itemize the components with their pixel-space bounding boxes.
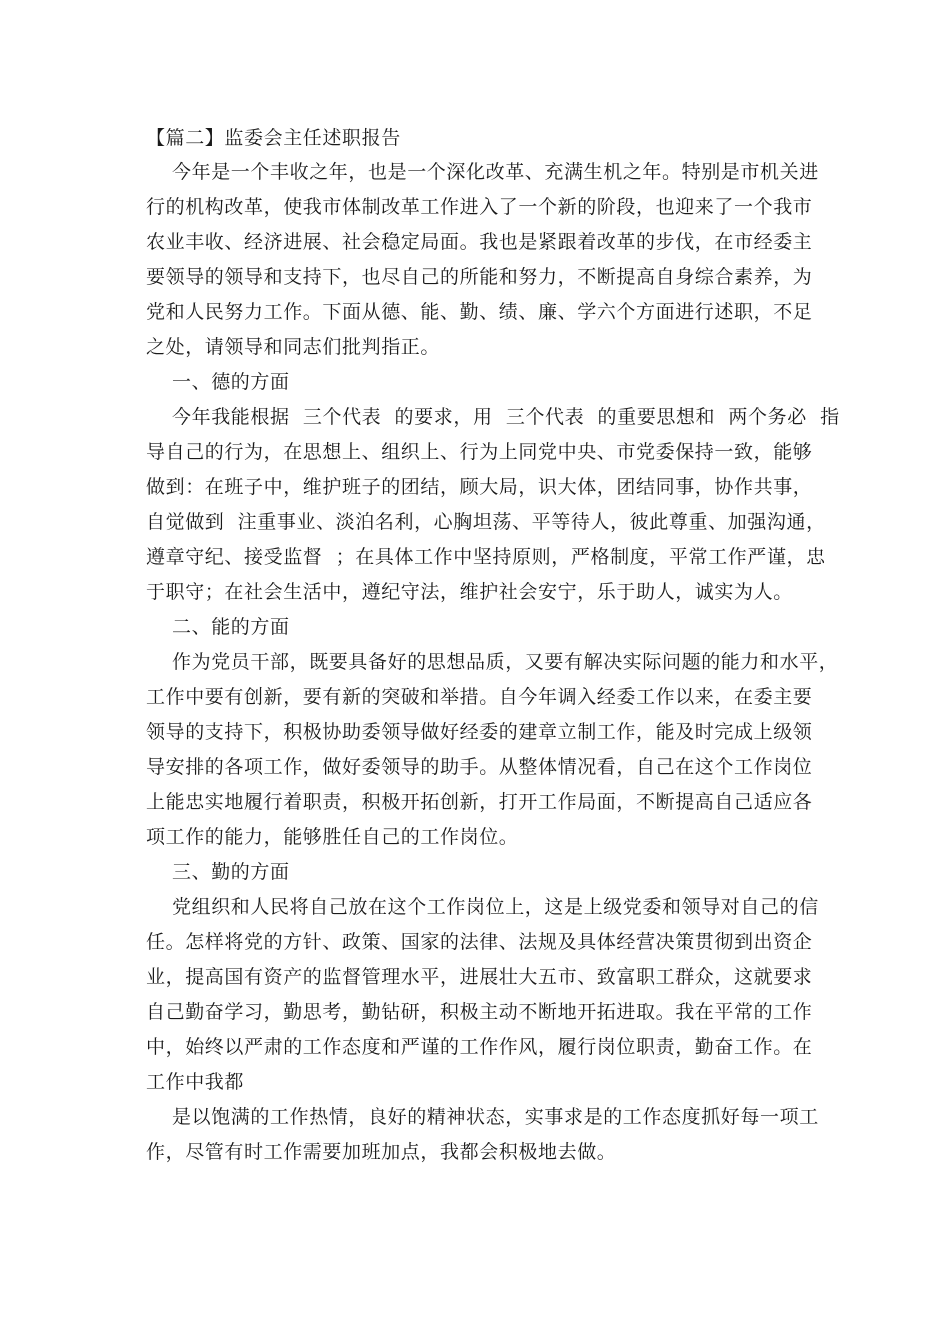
section-heading: 二、能的方面 — [172, 616, 290, 638]
document-title: 【篇二】监委会主任述职报告 — [146, 127, 401, 149]
paragraph-line: 项工作的能力，能够胜任自己的工作岗位。 — [146, 826, 519, 848]
paragraph-line: 党组织和人民将自己放在这个工作岗位上，这是上级党委和领导对自己的信 — [172, 896, 819, 918]
paragraph-line: 导自己的行为，在思想上、组织上、行为上同党中央、市党委保持一致，能够 — [146, 441, 813, 463]
section-heading: 三、勤的方面 — [172, 861, 290, 883]
paragraph-line: 自己勤奋学习，勤思考，勤钻研，积极主动不断地开拓进取。我在平常的工作 — [146, 1001, 813, 1023]
paragraph-line: 于职守；在社会生活中，遵纪守法，维护社会安宁，乐于助人，诚实为人。 — [146, 581, 793, 603]
paragraph-line: 自觉做到 注重事业、淡泊名利，心胸坦荡、平等待人，彼此尊重、加强沟通， — [146, 511, 826, 533]
paragraph-line: 遵章守纪、接受监督 ；在具体工作中坚持原则，严格制度，平常工作严谨，忠 — [146, 546, 826, 568]
paragraph-line: 是以饱满的工作热情，良好的精神状态，实事求是的工作态度抓好每一项工 — [172, 1106, 819, 1128]
paragraph-line: 要领导的领导和支持下，也尽自己的所能和努力，不断提高自身综合素养，为 — [146, 266, 813, 288]
paragraph-line: 党和人民努力工作。下面从德、能、勤、绩、廉、学六个方面进行述职，不足 — [146, 301, 813, 323]
paragraph-line: 业，提高国有资产的监督管理水平，进展壮大五市、致富职工群众，这就要求 — [146, 966, 813, 988]
paragraph-line: 作，尽管有时工作需要加班加点，我都会积极地去做。 — [146, 1141, 617, 1163]
paragraph-line: 中，始终以严肃的工作态度和严谨的工作作风，履行岗位职责，勤奋工作。在 — [146, 1036, 813, 1058]
section-heading: 一、德的方面 — [172, 371, 290, 393]
paragraph-line: 任。怎样将党的方针、政策、国家的法律、法规及具体经营决策贯彻到出资企 — [146, 931, 813, 953]
paragraph-line: 领导的支持下，积极协助委领导做好经委的建章立制工作，能及时完成上级领 — [146, 721, 813, 743]
paragraph-line: 农业丰收、经济进展、社会稳定局面。我也是紧跟着改革的步伐，在市经委主 — [146, 231, 813, 253]
paragraph-line: 工作中要有创新，要有新的突破和举措。自今年调入经委工作以来，在委主要 — [146, 686, 813, 708]
paragraph-line: 行的机构改革，使我市体制改革工作进入了一个新的阶段，也迎来了一个我市 — [146, 196, 813, 218]
paragraph-line: 今年我能根据 三个代表 的要求，用 三个代表 的重要思想和 两个务必 指 — [172, 406, 840, 428]
paragraph-line: 今年是一个丰收之年，也是一个深化改革、充满生机之年。特别是市机关进 — [172, 161, 819, 183]
paragraph-line: 上能忠实地履行着职责，积极开拓创新，打开工作局面，不断提高自己适应各 — [146, 791, 813, 813]
paragraph-line: 作为党员干部，既要具备好的思想品质，又要有解决实际问题的能力和水平， — [172, 651, 839, 673]
paragraph-line: 做到：在班子中，维护班子的团结，顾大局，识大体，团结同事，协作共事， — [146, 476, 813, 498]
paragraph-line: 工作中我都 — [146, 1071, 245, 1093]
paragraph-line: 导安排的各项工作，做好委领导的助手。从整体情况看，自己在这个工作岗位 — [146, 756, 813, 778]
paragraph-line: 之处，请领导和同志们批判指正。 — [146, 336, 441, 358]
